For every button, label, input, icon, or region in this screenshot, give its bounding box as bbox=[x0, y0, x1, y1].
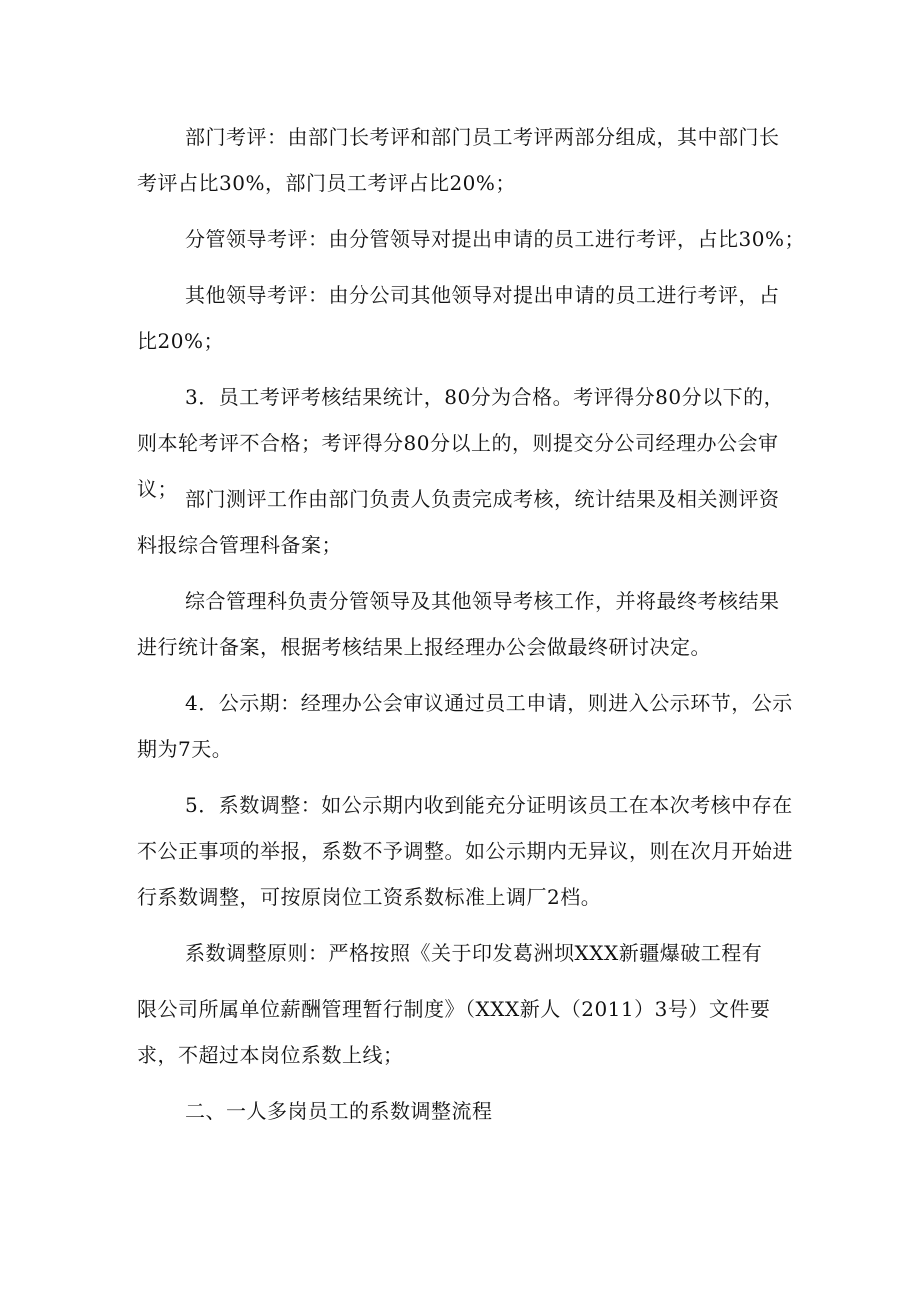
paragraph-department-review: 部门考评：由部门长考评和部门员工考评两部分组成，其中部门长考评占比30%，部门员工考评占比20%； bbox=[137, 125, 780, 195]
paragraph-department-evaluation: 部门测评工作由部门负责人负责完成考核，统计结果及相关测评资料报综合管理科备案； bbox=[137, 487, 780, 557]
paragraph-supervisor-review: 分管领导考评：由分管领导对提出申请的员工进行考评，占比30%； bbox=[185, 227, 805, 251]
paragraph-publicity-period: 4．公示期：经理办公会审议通过员工申请，则进入公示环节，公示期为7天。 bbox=[137, 691, 793, 761]
paragraph-adjustment-principle: 系数调整原则：严格按照《关于印发葛洲坝XXX新疆爆破工程有 bbox=[185, 941, 763, 965]
section-heading-multi-post: 二、一人多岗员工的系数调整流程 bbox=[185, 1099, 493, 1123]
paragraph-result-statistics: 3．员工考评考核结果统计，80分为合格。考评得分80分以下的，则本轮考评不合格；考评得分80分以上的，则提交分公司经理办公会审议； bbox=[137, 385, 785, 501]
paragraph-management-office: 综合管理科负责分管领导及其他领导考核工作，并将最终考核结果进行统计备案，根据考核结果上报经理办公会做最终研讨决定。 bbox=[137, 589, 780, 659]
paragraph-other-leaders-review: 其他领导考评：由分公司其他领导对提出申请的员工进行考评，占比20%； bbox=[137, 283, 780, 353]
paragraph-adjustment-principle-continued: 限公司所属单位薪酬管理暂行制度》（XXX新人（2011）3号）文件要求，不超过本岗位系数上线； bbox=[137, 997, 771, 1067]
paragraph-coefficient-adjustment: 5．系数调整：如公示期内收到能充分证明该员工在本次考核中存在不公正事项的举报，系数不予调整。如公示期内无异议，则在次月开始进行系数调整，可按原岗位工资系数标准上调厂2档。 bbox=[137, 793, 793, 909]
